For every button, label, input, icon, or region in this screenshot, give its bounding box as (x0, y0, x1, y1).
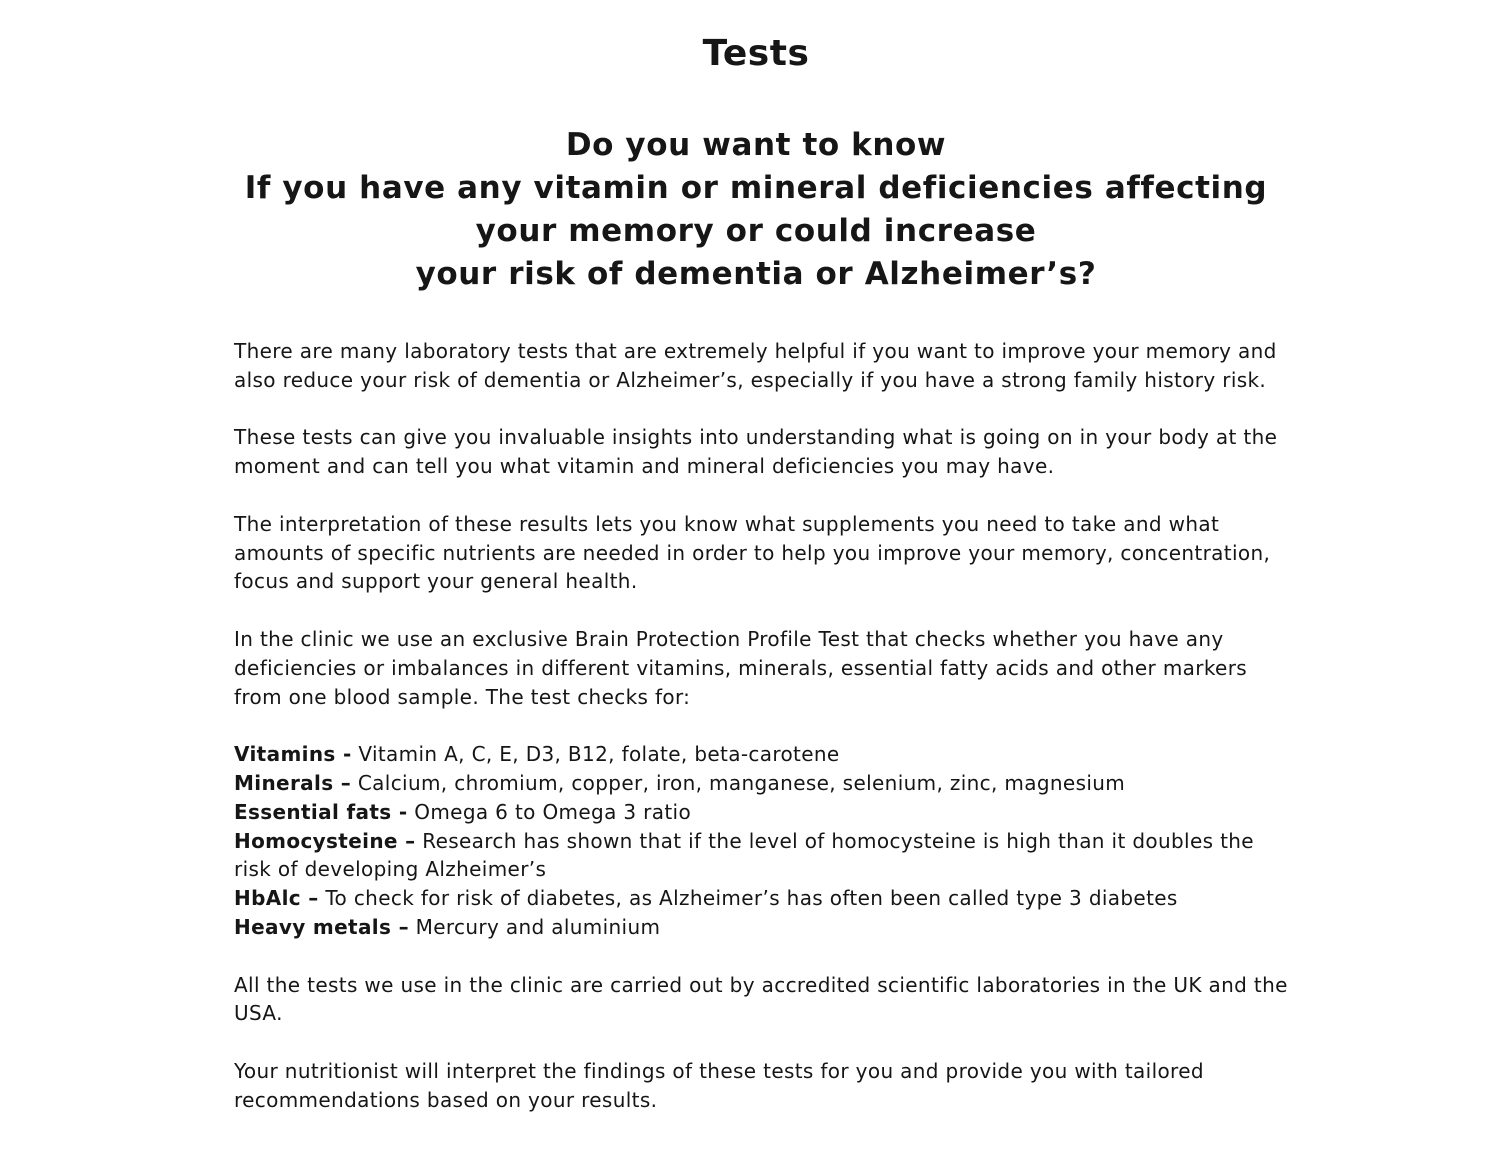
test-item-text: To check for risk of diabetes, as Alzheimer’s has often been called type 3 diabetes (318, 886, 1178, 911)
headline (0, 124, 1487, 296)
test-item-text: Omega 6 to Omega 3 ratio (407, 799, 692, 824)
test-item-text: Vitamin A, C, E, D3, B12, folate, beta-carotene (351, 742, 840, 767)
test-list (234, 740, 1294, 942)
test-item-label: Vitamins - (234, 742, 352, 767)
test-item-label: Homocysteine – (234, 828, 416, 853)
test-item-text: Calcium, chromium, copper, iron, manganese, selenium, zinc, magnesium (351, 770, 1126, 795)
test-item-hbalc (234, 884, 1294, 913)
article-body (234, 337, 1294, 1143)
test-item-vitamins (234, 740, 1294, 769)
test-item-minerals (234, 769, 1294, 798)
insights-paragraph: These tests can give you invaluable insights into understanding what is going on in your body at the moment and can tell you what vitamin and mineral deficiencies you may have. (234, 425, 1278, 479)
headline-line-1: Do you want to know (565, 127, 947, 163)
clinic-test-paragraph: In the clinic we use an exclusive Brain Protection Profile Test that checks whether you have any deficiencies or imbalances in different vitamins, minerals, essential fatty acids and other markers from one blood sample. The test checks for: (234, 626, 1248, 709)
test-item-label: Heavy metals – (234, 914, 409, 939)
test-item-text: Mercury and aluminium (408, 914, 661, 939)
test-item-homocysteine (234, 827, 1294, 885)
test-item-heavy-metals (234, 913, 1294, 942)
headline-line-3: your memory or could increase (475, 213, 1037, 249)
page-title: Tests (702, 33, 810, 74)
test-item-label: Essential fats - (234, 799, 408, 824)
nutritionist-paragraph: Your nutritionist will interpret the findings of these tests for you and provide you with tailored recommendations based on your results. (234, 1058, 1204, 1112)
headline-line-2: If you have any vitamin or mineral deficiencies affecting (244, 170, 1268, 206)
test-item-label: Minerals – (234, 770, 352, 795)
headline-line-4: your risk of dementia or Alzheimer’s? (415, 256, 1097, 292)
test-item-label: HbAlc – (234, 886, 319, 911)
intro-paragraph: There are many laboratory tests that are extremely helpful if you want to improve your memory and also reduce your risk of dementia or Alzheimer’s, especially if you have a strong family history risk. (234, 339, 1277, 392)
test-item-essential-fats (234, 798, 1294, 827)
laboratories-paragraph: All the tests we use in the clinic are carried out by accredited scientific laboratories in the UK and the USA. (234, 972, 1288, 1026)
test-item-text: Research has shown that if the level of homocysteine is high than it doubles the risk of developing Alzheimer’s (234, 828, 1254, 882)
interpretation-paragraph: The interpretation of these results lets you know what supplements you need to take and what amounts of specific nutrients are needed in order to help you improve your memory, concentration, focus and support your general health. (234, 511, 1271, 594)
